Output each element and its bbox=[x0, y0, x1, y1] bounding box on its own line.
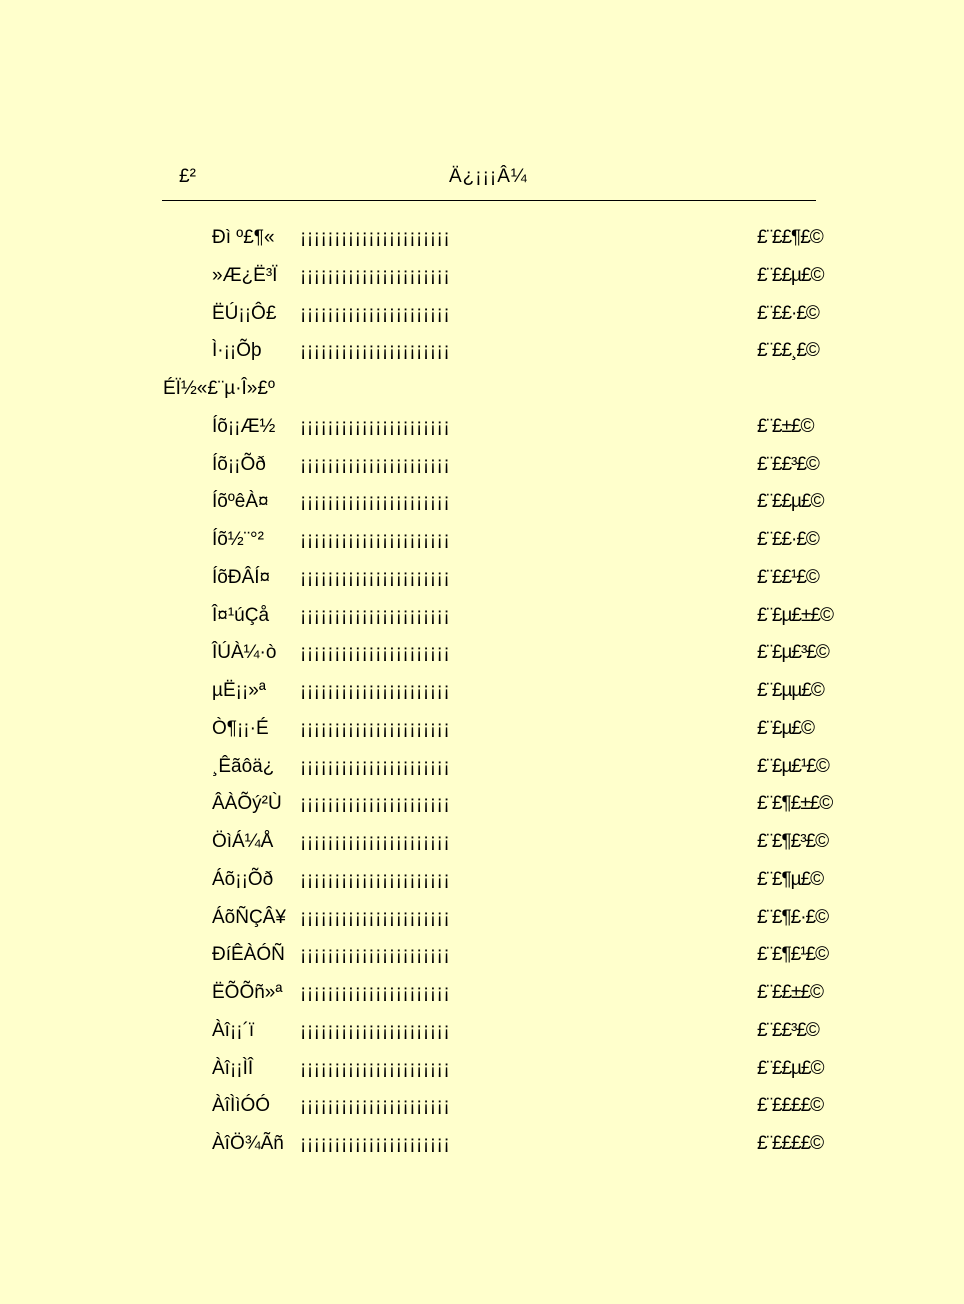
toc-dot-leader: ¡¡¡¡¡¡¡¡¡¡¡¡¡¡¡¡¡¡¡¡¡¡ bbox=[300, 415, 451, 437]
toc-entry-label: Íõ¡¡Õð bbox=[212, 453, 266, 475]
toc-entry-label: ¸Êãôä¿ bbox=[212, 755, 275, 777]
toc-entry[interactable] bbox=[0, 1050, 964, 1088]
toc-entry-label: Íõ¡¡Æ½ bbox=[212, 415, 276, 437]
toc-entry-label: ÐíÊÀÓÑ bbox=[212, 944, 285, 966]
toc-page-number: £¨££££© bbox=[757, 1133, 824, 1154]
toc-dot-leader: ¡¡¡¡¡¡¡¡¡¡¡¡¡¡¡¡¡¡¡¡¡¡ bbox=[300, 1095, 451, 1117]
toc-dot-leader: ¡¡¡¡¡¡¡¡¡¡¡¡¡¡¡¡¡¡¡¡¡¡ bbox=[300, 302, 451, 324]
toc-entry[interactable] bbox=[0, 257, 964, 295]
toc-entry[interactable] bbox=[0, 295, 964, 333]
toc-entry-label: ËÕÕñ»ª bbox=[212, 982, 283, 1003]
toc-page-number: £¨£¶£³£© bbox=[757, 831, 829, 852]
toc-dot-leader: ¡¡¡¡¡¡¡¡¡¡¡¡¡¡¡¡¡¡¡¡¡¡ bbox=[300, 680, 451, 701]
toc-dot-leader: ¡¡¡¡¡¡¡¡¡¡¡¡¡¡¡¡¡¡¡¡¡¡ bbox=[300, 982, 451, 1003]
toc-dot-leader: ¡¡¡¡¡¡¡¡¡¡¡¡¡¡¡¡¡¡¡¡¡¡ bbox=[300, 868, 451, 890]
toc-page-number: £¨££µ£© bbox=[757, 491, 824, 513]
toc-entry-label: Ò¶¡¡·É bbox=[212, 717, 269, 739]
toc-dot-leader: ¡¡¡¡¡¡¡¡¡¡¡¡¡¡¡¡¡¡¡¡¡¡ bbox=[300, 906, 451, 928]
toc-dot-leader: ¡¡¡¡¡¡¡¡¡¡¡¡¡¡¡¡¡¡¡¡¡¡ bbox=[300, 529, 451, 550]
toc-page-number: £¨££¶£© bbox=[757, 227, 823, 248]
toc-entry[interactable] bbox=[0, 1125, 964, 1163]
toc-section-heading bbox=[0, 370, 964, 408]
toc-entry[interactable] bbox=[0, 899, 964, 937]
toc-page-number: £¨££³£© bbox=[757, 453, 819, 475]
toc-entry[interactable] bbox=[0, 219, 964, 257]
toc-entry-label: Ì·¡¡Õþ bbox=[212, 340, 262, 362]
page-header bbox=[162, 166, 816, 201]
toc-page-number: £¨££µ£© bbox=[757, 1057, 824, 1079]
toc-entry-label: ÀîÌìÓÓ bbox=[212, 1095, 271, 1117]
toc-page-number: £¨££·£© bbox=[757, 529, 819, 550]
toc-entry[interactable] bbox=[0, 1012, 964, 1050]
toc-entry[interactable] bbox=[0, 974, 964, 1012]
running-title: Ä¿¡¡¡Â¼ bbox=[449, 166, 528, 187]
toc-page-number: £¨£¶£±£© bbox=[757, 793, 833, 815]
toc-entry-label: »Æ¿Ë³Ï bbox=[212, 264, 278, 286]
toc-dot-leader: ¡¡¡¡¡¡¡¡¡¡¡¡¡¡¡¡¡¡¡¡¡¡ bbox=[300, 944, 451, 966]
toc-entry-label: ÖìÁ¼Å bbox=[212, 831, 274, 852]
toc-dot-leader: ¡¡¡¡¡¡¡¡¡¡¡¡¡¡¡¡¡¡¡¡¡¡ bbox=[300, 453, 451, 475]
toc-page-number: £¨£¶£¹£© bbox=[757, 944, 829, 966]
toc-page-number: £¨£¶µ£© bbox=[757, 868, 824, 890]
toc-entry[interactable] bbox=[0, 521, 964, 559]
toc-entry[interactable] bbox=[0, 408, 964, 446]
toc-dot-leader: ¡¡¡¡¡¡¡¡¡¡¡¡¡¡¡¡¡¡¡¡¡¡ bbox=[300, 227, 451, 248]
toc-dot-leader: ¡¡¡¡¡¡¡¡¡¡¡¡¡¡¡¡¡¡¡¡¡¡ bbox=[300, 566, 451, 588]
toc-entry-label: ÎÚÀ¼·ò bbox=[212, 642, 277, 664]
toc-page-number: £¨££¸£© bbox=[757, 340, 819, 362]
table-of-contents bbox=[0, 219, 964, 1163]
toc-entry-label: ÉÏ½«£¨µ·Î»£º bbox=[163, 378, 275, 399]
toc-entry[interactable] bbox=[0, 672, 964, 710]
toc-entry-label: µË¡¡»ª bbox=[212, 680, 266, 701]
toc-entry[interactable] bbox=[0, 597, 964, 635]
toc-entry[interactable] bbox=[0, 936, 964, 974]
toc-entry-label: Íõ½¨°² bbox=[212, 529, 264, 550]
toc-entry-label: ÀîÖ¾Ãñ bbox=[212, 1133, 284, 1154]
toc-entry[interactable] bbox=[0, 634, 964, 672]
toc-entry-label: ÍõºêÀ¤ bbox=[212, 491, 269, 513]
toc-entry-label: ÍõÐÂÍ¤ bbox=[212, 566, 271, 588]
toc-page-number: £¨££££© bbox=[757, 1095, 824, 1117]
toc-page-number: £¨££±£© bbox=[757, 982, 824, 1003]
toc-entry[interactable] bbox=[0, 446, 964, 484]
toc-dot-leader: ¡¡¡¡¡¡¡¡¡¡¡¡¡¡¡¡¡¡¡¡¡¡ bbox=[300, 604, 451, 626]
toc-entry[interactable] bbox=[0, 785, 964, 823]
toc-page-number: £¨£µ£³£© bbox=[757, 642, 829, 664]
toc-dot-leader: ¡¡¡¡¡¡¡¡¡¡¡¡¡¡¡¡¡¡¡¡¡¡ bbox=[300, 1057, 451, 1079]
toc-entry-label: Áõ¡¡Õð bbox=[212, 868, 274, 890]
toc-entry[interactable] bbox=[0, 861, 964, 899]
toc-page-number: £¨£µ£±£© bbox=[757, 604, 833, 626]
toc-dot-leader: ¡¡¡¡¡¡¡¡¡¡¡¡¡¡¡¡¡¡¡¡¡¡ bbox=[300, 755, 451, 777]
toc-entry[interactable] bbox=[0, 748, 964, 786]
toc-dot-leader: ¡¡¡¡¡¡¡¡¡¡¡¡¡¡¡¡¡¡¡¡¡¡ bbox=[300, 717, 451, 739]
page-number: £² bbox=[179, 166, 196, 187]
toc-entry-label: ÂÀÕý²Ù bbox=[212, 793, 282, 815]
toc-dot-leader: ¡¡¡¡¡¡¡¡¡¡¡¡¡¡¡¡¡¡¡¡¡¡ bbox=[300, 1133, 451, 1154]
toc-page-number: £¨££·£© bbox=[757, 302, 819, 324]
toc-entry[interactable] bbox=[0, 559, 964, 597]
toc-page-number: £¨£±£© bbox=[757, 415, 814, 437]
toc-entry-label: ËÚ¡¡Ô£ bbox=[212, 302, 277, 324]
toc-entry[interactable] bbox=[0, 1087, 964, 1125]
toc-entry[interactable] bbox=[0, 710, 964, 748]
toc-page-number: £¨£µ£© bbox=[757, 717, 814, 739]
toc-dot-leader: ¡¡¡¡¡¡¡¡¡¡¡¡¡¡¡¡¡¡¡¡¡¡ bbox=[300, 491, 451, 513]
toc-page-number: £¨££¹£© bbox=[757, 566, 819, 588]
toc-page-number: £¨£µ£¹£© bbox=[757, 755, 829, 777]
toc-dot-leader: ¡¡¡¡¡¡¡¡¡¡¡¡¡¡¡¡¡¡¡¡¡¡ bbox=[300, 340, 451, 362]
toc-dot-leader: ¡¡¡¡¡¡¡¡¡¡¡¡¡¡¡¡¡¡¡¡¡¡ bbox=[300, 793, 451, 815]
toc-page-number: £¨£µµ£© bbox=[757, 680, 824, 701]
toc-dot-leader: ¡¡¡¡¡¡¡¡¡¡¡¡¡¡¡¡¡¡¡¡¡¡ bbox=[300, 264, 451, 286]
toc-entry-label: Àî¡¡ÌÎ bbox=[212, 1057, 254, 1079]
toc-entry-label: ÁõÑÇÂ¥ bbox=[212, 906, 286, 928]
toc-entry[interactable] bbox=[0, 332, 964, 370]
toc-dot-leader: ¡¡¡¡¡¡¡¡¡¡¡¡¡¡¡¡¡¡¡¡¡¡ bbox=[300, 642, 451, 664]
toc-dot-leader: ¡¡¡¡¡¡¡¡¡¡¡¡¡¡¡¡¡¡¡¡¡¡ bbox=[300, 831, 451, 852]
toc-entry-label: Àî¡¡´ï bbox=[212, 1019, 255, 1041]
toc-page-number: £¨££µ£© bbox=[757, 264, 824, 286]
toc-entry-label: Î¤¹úÇå bbox=[212, 604, 270, 626]
toc-entry[interactable] bbox=[0, 823, 964, 861]
toc-page-number: £¨£¶£·£© bbox=[757, 906, 829, 928]
toc-dot-leader: ¡¡¡¡¡¡¡¡¡¡¡¡¡¡¡¡¡¡¡¡¡¡ bbox=[300, 1019, 451, 1041]
toc-page-number: £¨££³£© bbox=[757, 1019, 819, 1041]
toc-entry[interactable] bbox=[0, 483, 964, 521]
toc-entry-label: Ðì º£¶« bbox=[212, 227, 275, 248]
